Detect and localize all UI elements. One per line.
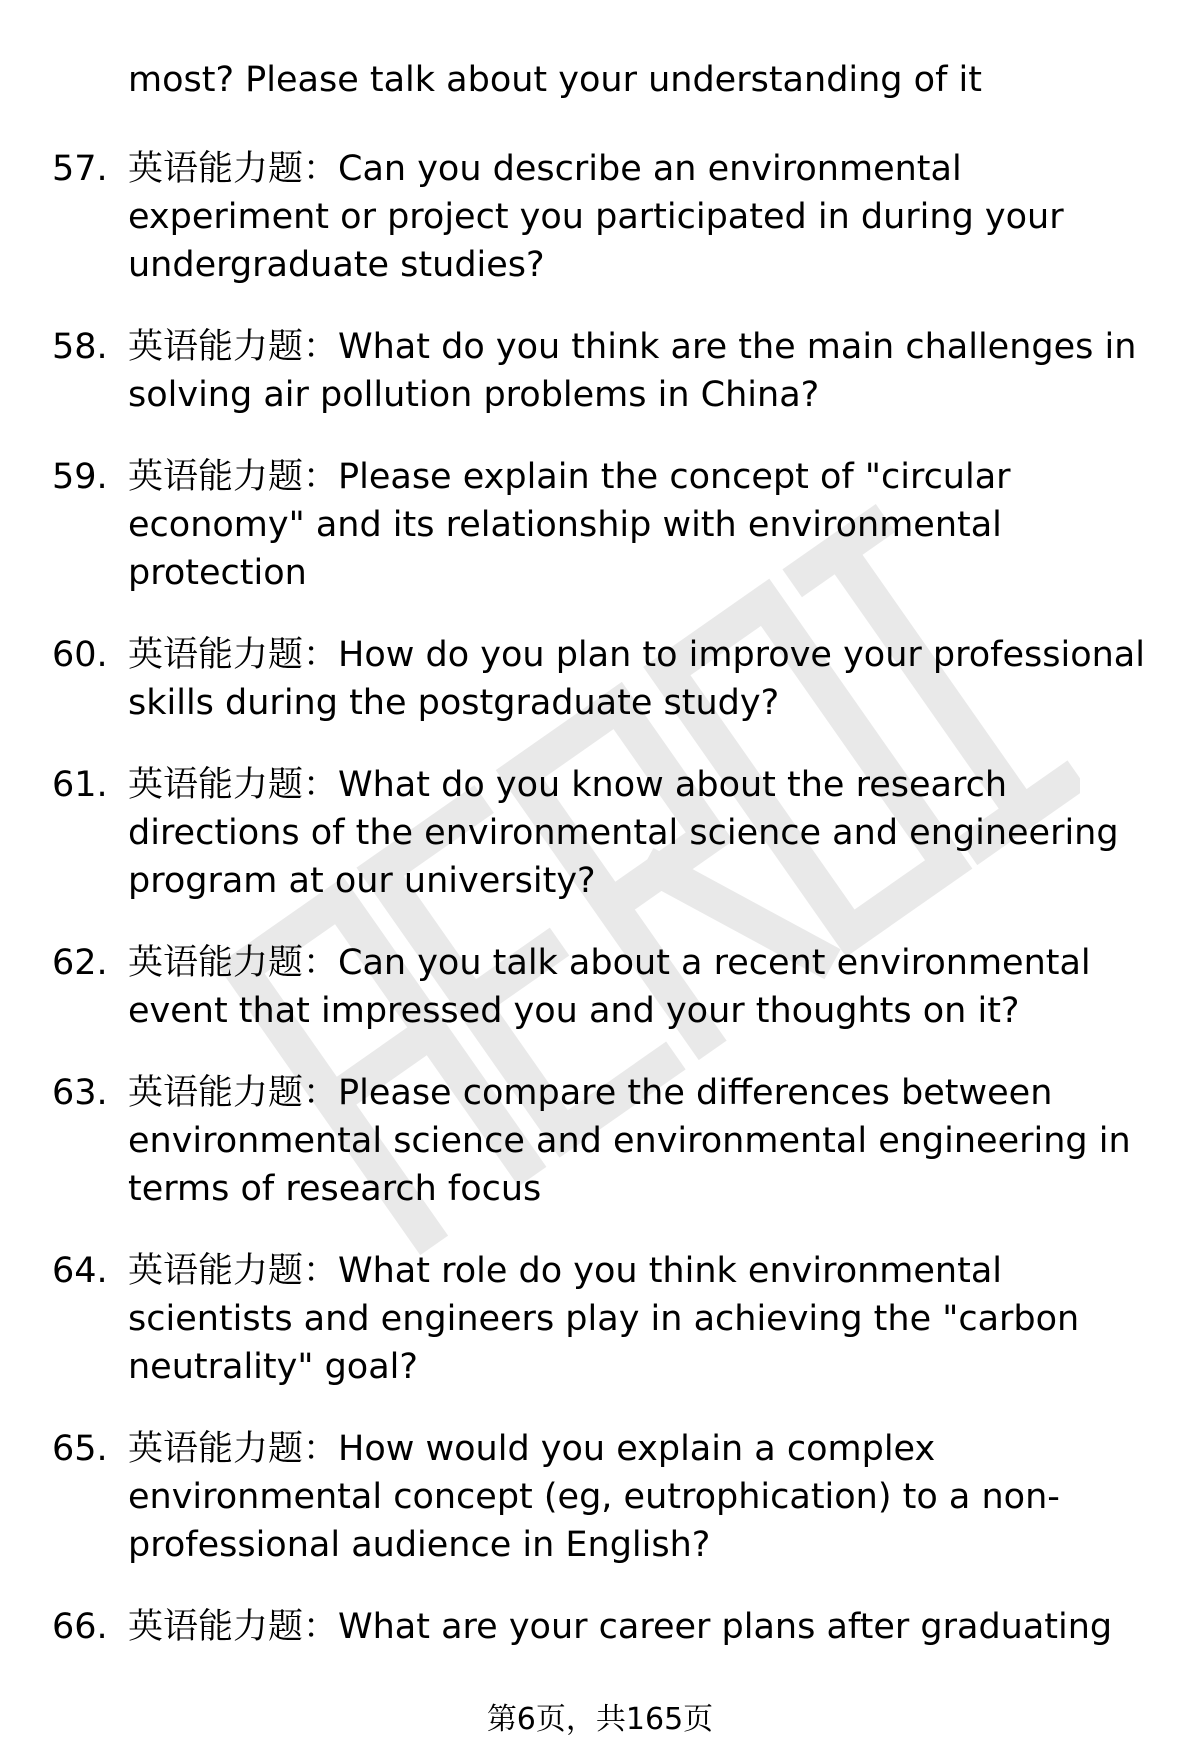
question-text: Please explain the concept of "circular economy" and its relationship with environmental protection [128, 457, 1011, 593]
question-tag: 英语能力题： [128, 765, 339, 805]
question-body [128, 1425, 1168, 1569]
question-tag: 英语能力题： [128, 1251, 339, 1291]
question-tag: 英语能力题： [128, 457, 339, 497]
question-body [128, 1247, 1168, 1391]
question-item-62 [0, 939, 1200, 1035]
question-item-57 [0, 145, 1200, 289]
question-text: What are your career plans after graduating [338, 1607, 1113, 1647]
question-body [128, 1069, 1168, 1213]
question-item-60 [0, 631, 1200, 727]
question-number: 59. [52, 457, 108, 497]
question-tag: 英语能力题： [128, 1429, 339, 1469]
question-tag: 英语能力题： [128, 149, 339, 189]
question-number: 58. [52, 327, 108, 367]
question-body [128, 145, 1168, 289]
question-tag: 英语能力题： [128, 943, 339, 983]
question-tag: 英语能力题： [128, 1073, 339, 1113]
question-body [128, 323, 1168, 419]
question-text: What role do you think environmental scientists and engineers play in achieving the "carbon neutrality" goal? [128, 1251, 1080, 1387]
question-text: What do you know about the research directions of the environmental science and engineering program at our university? [128, 765, 1119, 901]
question-number: 65. [52, 1429, 108, 1469]
question-item-61 [0, 761, 1200, 905]
question-number: 62. [52, 943, 108, 983]
question-item-63 [0, 1069, 1200, 1213]
question-number: 64. [52, 1251, 108, 1291]
question-item-66 [0, 1603, 1200, 1651]
question-tag: 英语能力题： [128, 327, 339, 367]
question-item-64 [0, 1247, 1200, 1391]
question-item-65 [0, 1425, 1200, 1569]
question-item-59 [0, 453, 1200, 597]
question-list [0, 145, 1200, 1685]
question-body [128, 1603, 1168, 1651]
page-number-footer: 第6页，共165页 [486, 1702, 714, 1737]
question-text: How would you explain a complex environmental concept (eg, eutrophication) to a non-professional audience in English? [128, 1429, 1060, 1565]
question-text: Please compare the differences between environmental science and environmental engineering in terms of research focus [128, 1073, 1131, 1209]
question-text: Can you talk about a recent environmental event that impressed you and your thoughts on it? [128, 943, 1091, 1031]
continued-question-text: most? Please talk about your understanding of it [128, 60, 982, 100]
question-number: 66. [52, 1607, 108, 1647]
question-text: What do you think are the main challenges in solving air pollution problems in China? [128, 327, 1137, 415]
question-body [128, 939, 1168, 1035]
question-text: Can you describe an environmental experiment or project you participated in during your undergraduate studies? [128, 149, 1064, 285]
question-number: 57. [52, 149, 108, 189]
question-text: How do you plan to improve your professional skills during the postgraduate study? [128, 635, 1145, 723]
question-number: 63. [52, 1073, 108, 1113]
question-number: 61. [52, 765, 108, 805]
question-item-58 [0, 323, 1200, 419]
question-number: 60. [52, 635, 108, 675]
question-tag: 英语能力题： [128, 1607, 339, 1647]
question-body [128, 761, 1168, 905]
question-body [128, 453, 1168, 597]
question-body [128, 631, 1168, 727]
question-tag: 英语能力题： [128, 635, 339, 675]
